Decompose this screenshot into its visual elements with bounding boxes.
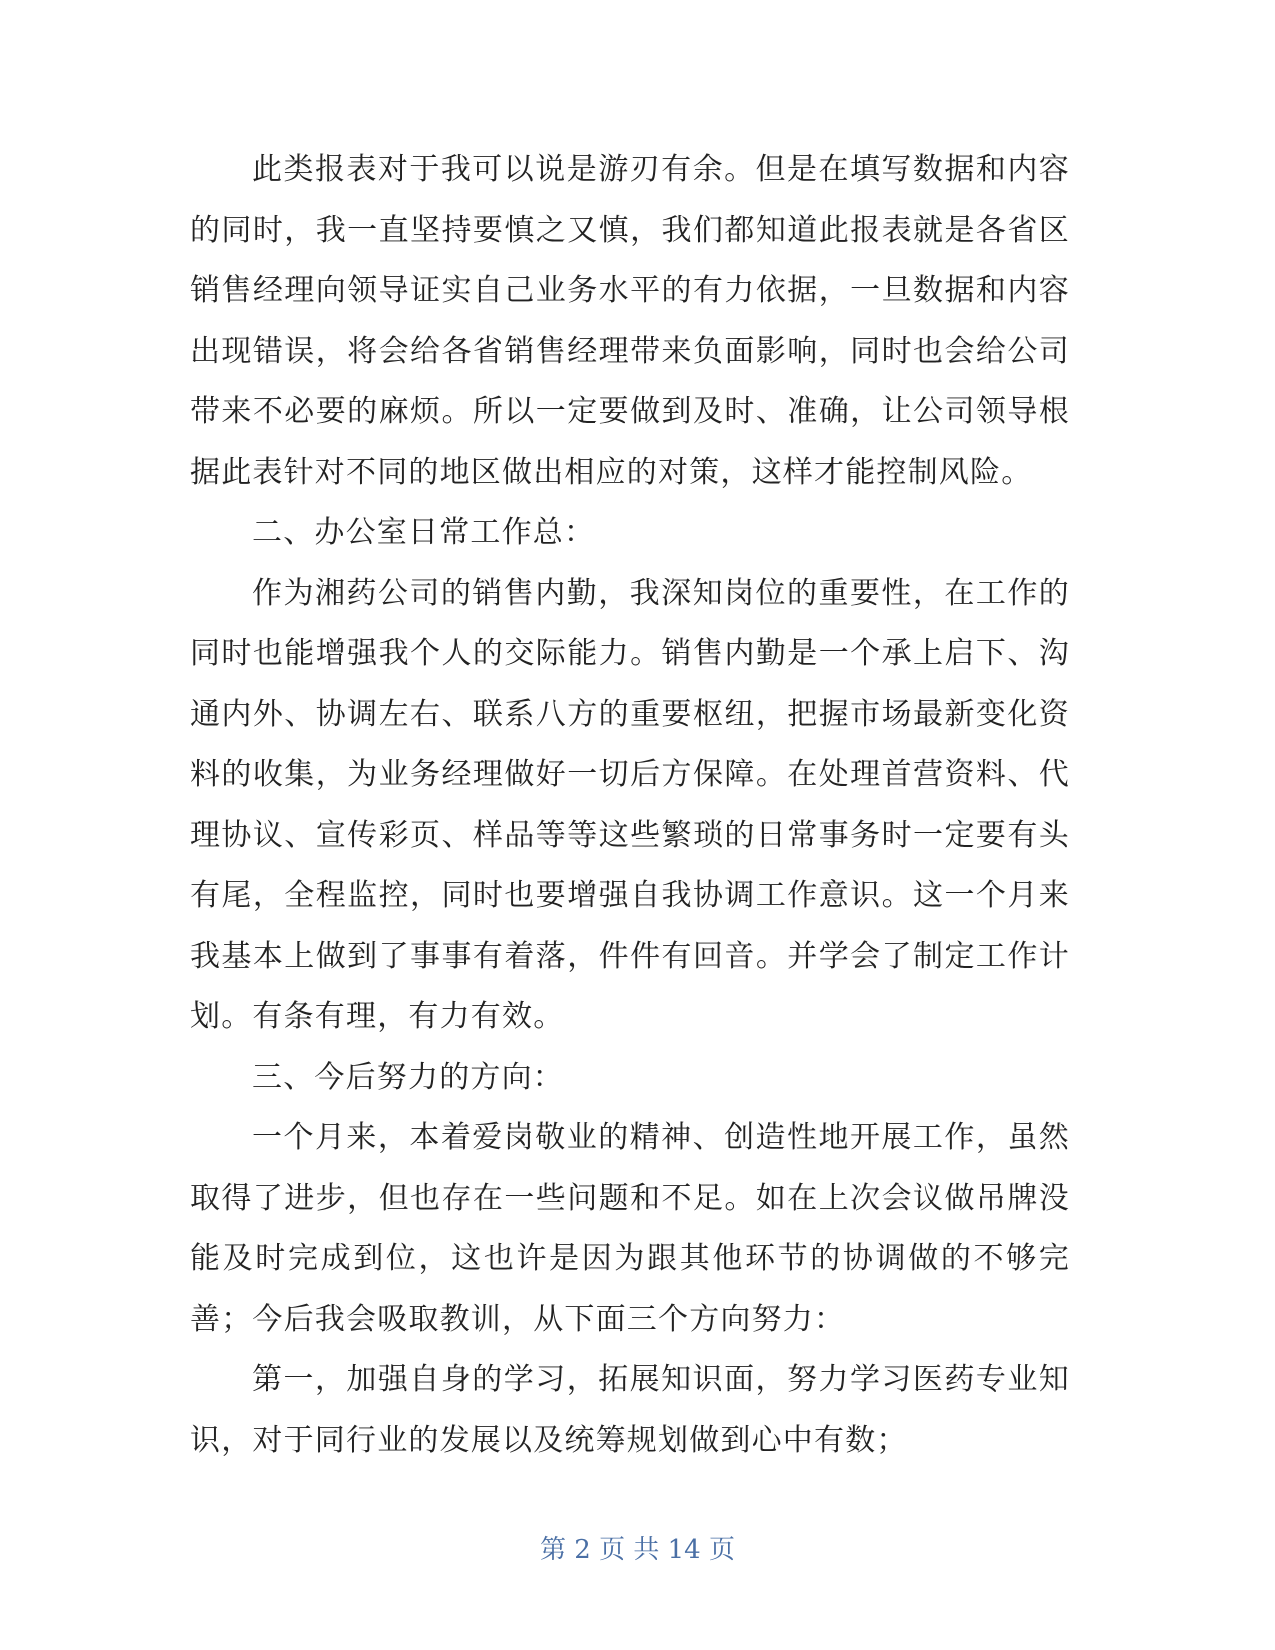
page-number-footer: 第 2 页 共 14 页 [540, 1535, 735, 1565]
heading-future-direction: 三、今后努力的方向： [252, 1059, 564, 1095]
paragraph-sales-assistant-role: 作为湘药公司的销售内勤，我深知岗位的重要性，在工作的同时也能增强我个人的交际能力。销售内勤是一个承上启下、沟通内外、协调左右、联系八方的重要枢纽，把握市场最新变化资料的收集，为业务经理做好一切后方保障。在处理首营资料、代理协议、宣传彩页、样品等等这些繁琐的日常事务时一定要有头有尾，全程监控，同时也要增强自我协调工作意识。这一个月来我基本上做到了事事有着落，件件有回音。并学会了制定工作计划。有条有理，有力有效。 [190, 575, 1070, 1034]
paragraph-report-accuracy: 此类报表对于我可以说是游刃有余。但是在填写数据和内容的同时，我一直坚持要慎之又慎，我们都知道此报表就是各省区销售经理向领导证实自己业务水平的有力依据，一旦数据和内容出现错误，将会给各省销售经理带来负面影响，同时也会给公司带来不必要的麻烦。所以一定要做到及时、准确，让公司领导根据此表针对不同的地区做出相应的对策，这样才能控制风险。 [190, 152, 1070, 490]
paragraph-problems-and-shortcomings: 一个月来，本着爱岗敬业的精神、创造性地开展工作，虽然取得了进步，但也存在一些问题和不足。如在上次会议做吊牌没能及时完成到位，这也许是因为跟其他环节的协调做的不够完善；今后我会吸取教训，从下面三个方向努力： [190, 1120, 1070, 1337]
document-body [190, 140, 1070, 1471]
heading-office-daily-work: 二、办公室日常工作总： [252, 515, 596, 550]
paragraph-first-direction: 第一，加强自身的学习，拓展知识面，努力学习医药专业知识，对于同行业的发展以及统筹规划做到心中有数； [190, 1362, 1070, 1458]
